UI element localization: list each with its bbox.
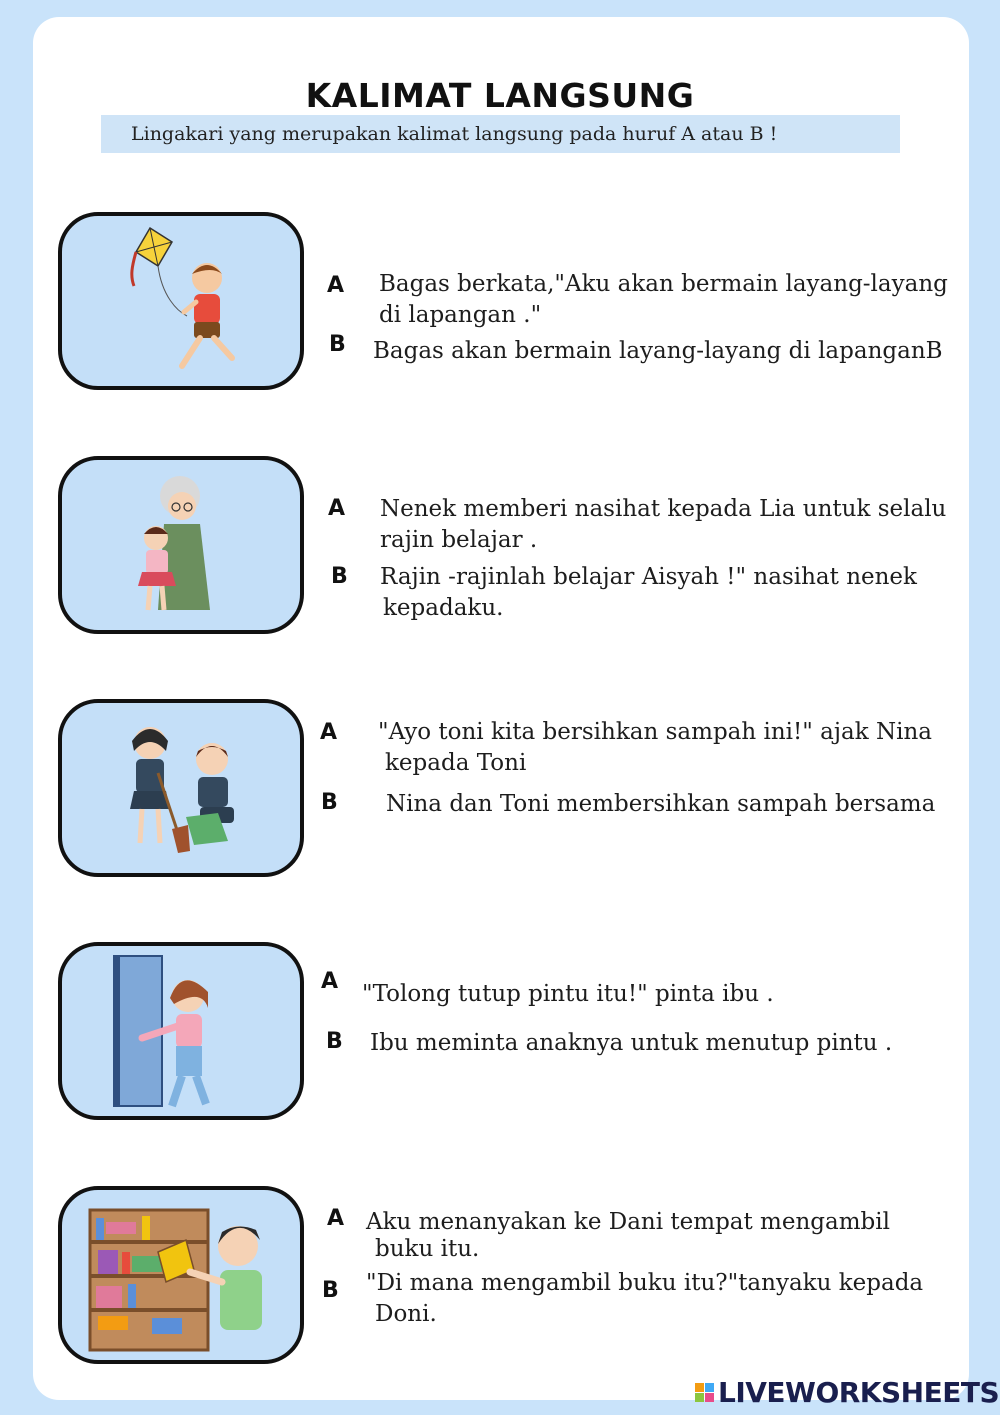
girl-closing-door-illustration	[62, 946, 302, 1118]
question-5-option-b-letter[interactable]: B	[322, 1278, 339, 1303]
text-line: kepada Toni	[385, 750, 527, 776]
children-sweeping-trash-illustration	[62, 703, 302, 875]
question-2-option-a-text[interactable]	[380, 494, 946, 556]
question-5-image-frame	[58, 1186, 304, 1364]
question-3-option-b-letter[interactable]: B	[321, 790, 338, 815]
text-line: Nina dan Toni membersihkan sampah bersama	[386, 791, 936, 817]
text-line: Aku menanyakan ke Dani tempat mengambil	[366, 1209, 890, 1235]
question-1-image-frame	[58, 212, 304, 390]
question-2-option-b-text[interactable]	[380, 562, 917, 624]
question-4-image-frame	[58, 942, 304, 1120]
grandmother-hugging-girl-illustration	[62, 460, 302, 632]
question-2-image-frame	[58, 456, 304, 634]
text-line: kepadaku.	[383, 595, 504, 621]
page-title: KALIMAT LANGSUNG	[305, 76, 695, 115]
text-line: "Ayo toni kita bersihkan sampah ini!" ajak Nina	[378, 719, 932, 745]
brand-name: LIVEWORKSHEETS	[718, 1376, 1000, 1409]
text-line: rajin belajar .	[380, 527, 538, 553]
instruction-banner: Lingakari yang merupakan kalimat langsung pada huruf A atau B !	[101, 115, 900, 153]
question-4-option-b-letter[interactable]: B	[326, 1029, 343, 1054]
text-line: buku itu.	[375, 1236, 480, 1262]
question-3-option-b-text[interactable]	[386, 789, 935, 820]
question-4-option-a-text[interactable]	[362, 979, 774, 1010]
question-2-option-a-letter[interactable]: A	[328, 496, 346, 521]
question-2-option-b-letter[interactable]: B	[331, 564, 348, 589]
question-1-option-b-letter[interactable]: B	[329, 332, 346, 357]
question-3-image-frame	[58, 699, 304, 877]
text-line: Doni.	[375, 1301, 437, 1327]
liveworksheets-logo-icon	[695, 1383, 715, 1403]
text-line: "Tolong tutup pintu itu!" pinta ibu .	[362, 981, 774, 1007]
text-line: Rajin -rajinlah belajar Aisyah !" nasihat nenek	[380, 564, 917, 590]
question-1-option-b-text[interactable]	[373, 336, 943, 367]
question-5-option-a-text[interactable]	[366, 1207, 890, 1265]
text-line: Bagas akan bermain layang-layang di lapanganB	[373, 338, 943, 364]
boy-taking-book-from-shelf-illustration	[62, 1190, 302, 1362]
liveworksheets-brand	[695, 1376, 999, 1409]
question-3-option-a-letter[interactable]: A	[320, 720, 338, 745]
question-4-option-b-text[interactable]	[370, 1028, 892, 1059]
question-1-option-a-text[interactable]	[379, 269, 948, 331]
question-4-option-a-letter[interactable]: A	[321, 969, 339, 994]
question-3-option-a-text[interactable]	[378, 717, 932, 779]
text-line: Ibu meminta anaknya untuk menutup pintu .	[370, 1030, 893, 1056]
boy-flying-kite-illustration	[62, 216, 302, 388]
question-5-option-b-text[interactable]	[366, 1268, 923, 1330]
text-line: "Di mana mengambil buku itu?"tanyaku kepada	[366, 1270, 924, 1296]
text-line: Nenek memberi nasihat kepada Lia untuk selalu	[380, 496, 947, 522]
question-5-option-a-letter[interactable]: A	[327, 1206, 345, 1231]
question-1-option-a-letter[interactable]: A	[327, 273, 345, 298]
text-line: di lapangan ."	[379, 302, 542, 328]
text-line: Bagas berkata,"Aku akan bermain layang-layang	[379, 271, 948, 297]
